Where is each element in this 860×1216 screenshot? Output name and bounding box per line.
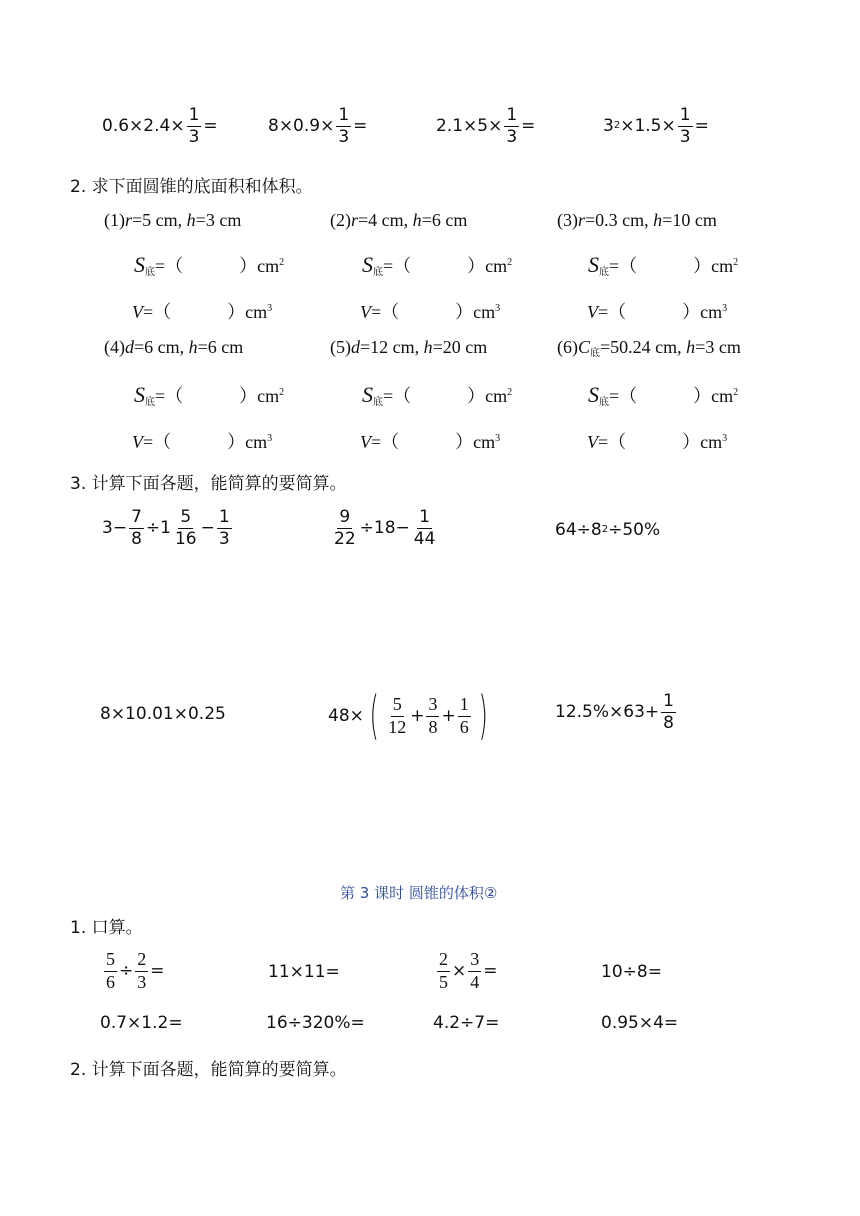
q3-expr-a: 3− $\frac{7}{8}$ ÷1 $\frac{5}{16}$ − $\frac{1}{3}$: [102, 507, 230, 549]
expr-row1-3: [436, 106, 535, 146]
q3-expr-e: 48× ( $\frac{5}{12}$ + $\frac{3}{8}$ + $\frac{1}{6}$ ): [328, 686, 488, 746]
base-area-blank-3[interactable]: $S_底=$（ ）$cm^2$: [588, 252, 739, 278]
oral-d: 10÷8=: [601, 962, 662, 982]
expr-text: 0.6×2.4×: [102, 116, 185, 137]
base-area-blank-4[interactable]: $S_底=$（ ）$cm^2$: [134, 382, 285, 408]
fraction: $\frac{1}{3}$: [338, 105, 350, 147]
fraction: $\frac{5}{12}$: [388, 693, 407, 737]
fraction: $\frac{1}{3}$: [506, 105, 518, 147]
volume-blank-3[interactable]: V=（ ）$cm^3$: [587, 302, 728, 322]
oral-b: 11×11=: [268, 962, 340, 982]
volume-blank-1[interactable]: V=（ ）$cm^3$: [132, 302, 273, 322]
q3-expr-c: 64÷8 2 ÷50%: [555, 520, 661, 540]
cone-4-given: (4)d=6 cm, h=6 cm: [104, 337, 244, 357]
volume-blank-6[interactable]: V=（ ）$cm^3$: [587, 432, 728, 452]
expr-row1-4: 3 2 ×1.5× $\frac{1}{3}$ =: [603, 105, 709, 147]
cone-6-given: $(6)C_底=50.24$ cm, h=3 cm: [557, 337, 741, 359]
equals: =: [521, 116, 536, 137]
cone-3-given: (3)r=0.3 cm, h=10 cm: [557, 210, 717, 230]
expr-row1-1: [102, 106, 218, 146]
lesson-title: 第 3 课时 圆锥的体积②: [340, 884, 498, 902]
fraction: $\frac{2}{5}$: [439, 949, 448, 992]
base-area-blank-2[interactable]: $S_底=$（ ）$cm^2$: [362, 252, 513, 278]
oral-h: 0.95×4=: [601, 1013, 679, 1033]
base-area-blank-6[interactable]: $S_底=$（ ）$cm^2$: [588, 382, 739, 408]
fraction: $\frac{1}{44}$: [413, 507, 436, 549]
expr-text: ×1.5×: [620, 116, 676, 137]
fraction: $\frac{7}{8}$: [131, 507, 142, 549]
volume-blank-5[interactable]: V=（ ）$cm^3$: [360, 432, 501, 452]
q3-expr-d: 8×10.01×0.25: [100, 704, 226, 724]
fraction: $\frac{3}{4}$: [470, 949, 480, 992]
q3-expr-b: $\frac{9}{22}$ ÷18− $\frac{1}{44}$: [334, 507, 436, 549]
cone-2-given: (2)r=4 cm, h=6 cm: [330, 210, 468, 230]
cone-1-given: (1)r=5 cm, h=3 cm: [104, 210, 242, 230]
oral-f: 16÷320%=: [266, 1013, 365, 1033]
fraction: $\frac{1}{3}$: [218, 507, 230, 549]
fraction: $\frac{5}{6}$: [106, 949, 115, 992]
fraction: $\frac{1}{3}$: [188, 105, 200, 147]
expr-text: 2.1×5×: [436, 116, 503, 137]
equals: =: [694, 116, 709, 137]
expr-row1-2: [268, 106, 367, 146]
equals: =: [353, 116, 368, 137]
cone-5-given: (5)d=12 cm, h=20 cm: [330, 337, 488, 357]
oral-e: 0.7×1.2=: [100, 1013, 183, 1033]
oral-a: $\frac{5}{6}$ ÷ $\frac{2}{3}$ =: [106, 949, 165, 992]
equals: =: [203, 116, 218, 137]
volume-blank-2[interactable]: V=（ ）$cm^3$: [360, 302, 501, 322]
base-area-blank-1[interactable]: $S_底=$（ ）$cm^2$: [134, 252, 285, 278]
lesson-q1-heading: 1. 口算。: [70, 918, 143, 938]
fraction: $\frac{1}{3}$: [679, 105, 691, 147]
q3-expr-f: 12.5%×63+ $\frac{1}{8}$: [555, 691, 674, 733]
volume-blank-4[interactable]: V=（ ）$cm^3$: [132, 432, 273, 452]
q3-heading: 3. 计算下面各题，能简算的要简算。: [70, 474, 347, 494]
base-area-blank-5[interactable]: $S_底=$（ ）$cm^2$: [362, 382, 513, 408]
fraction: $\frac{5}{16}$: [174, 507, 197, 549]
base: 3: [603, 116, 614, 137]
lesson-q2-heading: 2. 计算下面各题，能简算的要简算。: [70, 1060, 347, 1080]
fraction: $\frac{9}{22}$: [334, 507, 356, 549]
expr-text: 8×0.9×: [268, 116, 335, 137]
fraction: $\frac{2}{3}$: [137, 949, 147, 992]
fraction: $\frac{1}{8}$: [663, 691, 674, 733]
fraction: $\frac{3}{8}$: [428, 693, 438, 737]
oral-c: $\frac{2}{5}$ × $\frac{3}{4}$ =: [439, 949, 498, 992]
oral-g: 4.2÷7=: [433, 1013, 500, 1033]
q2-heading: 2. 求下面圆锥的底面积和体积。: [70, 177, 313, 197]
fraction: $\frac{1}{6}$: [459, 693, 469, 737]
